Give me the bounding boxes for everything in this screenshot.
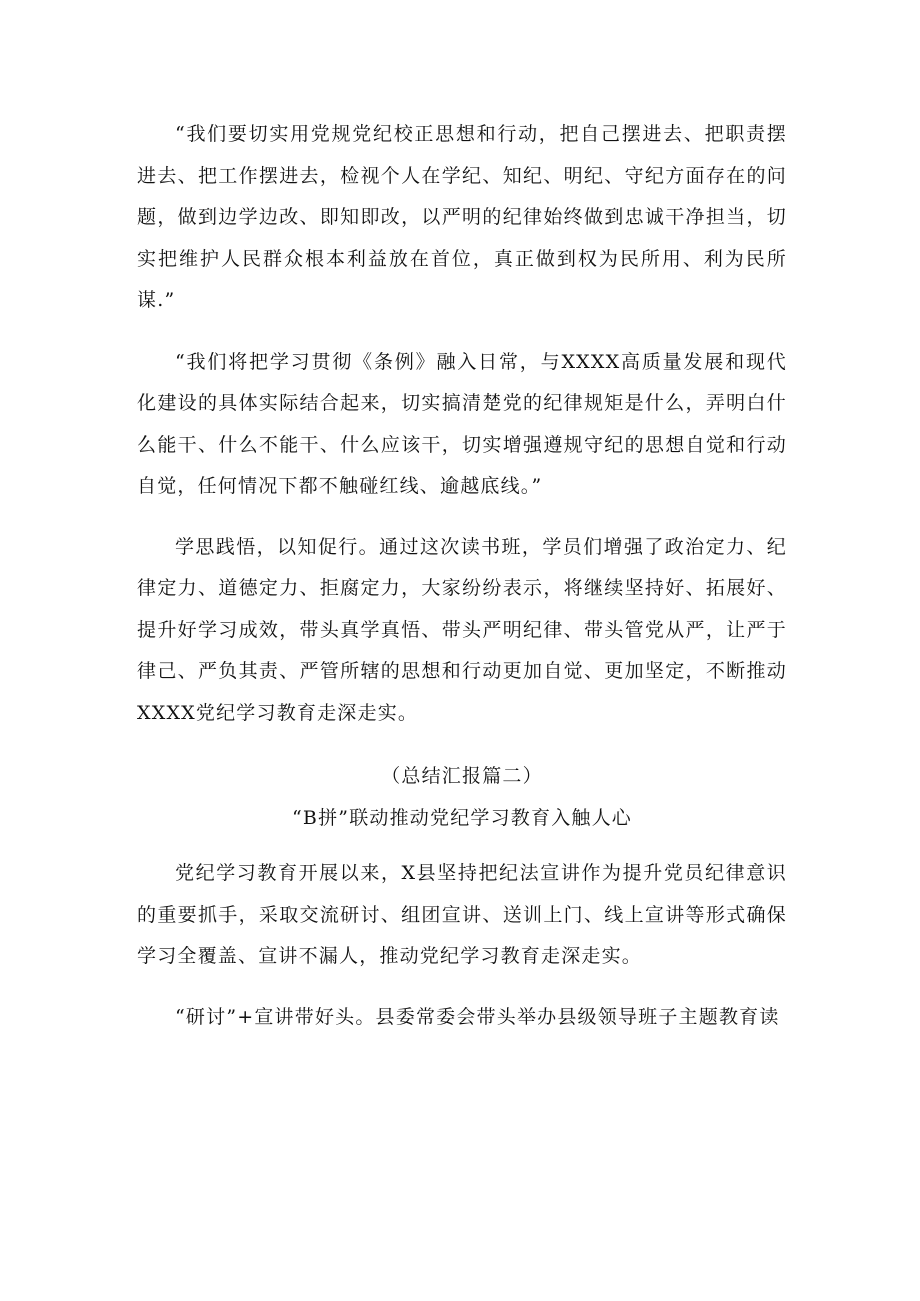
section-title: “B拼”联动推动党纪学习教育入触人心 [292, 807, 632, 829]
quote-paragraph-1: “我们要切实用党规党纪校正思想和行动，把自己摆进去、把职责摆进去、把工作摆进去，检视个人在学纪、知纪、明纪、守纪方面存在的问题，做到边学边改、即知即改，以严明的纪律始终做到忠诚干净担当，切实把维护人民群众根本利益放在首位，真正做到权为民所用、利为民所谋.” [137, 123, 787, 311]
summary-paragraph: 学思践悟，以知促行。通过这次读书班，学员们增强了政治定力、纪律定力、道德定力、拒腐定力，大家纷纷表示，将继续坚持好、拓展好、提升好学习成效，带头真学真悟、带头严明纪律、带头管党从严，让严于律己、严负其责、严管所辖的思想和行动更加自觉、更加坚定，不断推动XXXX党纪学习教育走深走实。 [137, 535, 787, 724]
document-body [137, 114, 787, 1038]
section-paragraph-1: 党纪学习教育开展以来，X县坚持把纪法宣讲作为提升党员纪律意识的重要抓手，采取交流研讨、组团宣讲、送训上门、线上宣讲等形式确保学习全覆盖、宣讲不漏人，推动党纪学习教育走深走实。 [137, 862, 787, 967]
section-label: （总结汇报篇二） [381, 765, 543, 787]
quote-paragraph-2: “我们将把学习贯彻《条例》融入日常，与XXXX高质量发展和现代化建设的具体实际结合起来，切实搞清楚党的纪律规矩是什么，弄明白什么能干、什么不能干、什么应该干，切实增强遵规守纪的思想自觉和行动自觉，任何情况下都不触碰红线、逾越底线。” [137, 350, 787, 497]
section-paragraph-2: “研讨”+宣讲带好头。县委常委会带头举办县级领导班子主题教育读 [175, 1005, 780, 1028]
